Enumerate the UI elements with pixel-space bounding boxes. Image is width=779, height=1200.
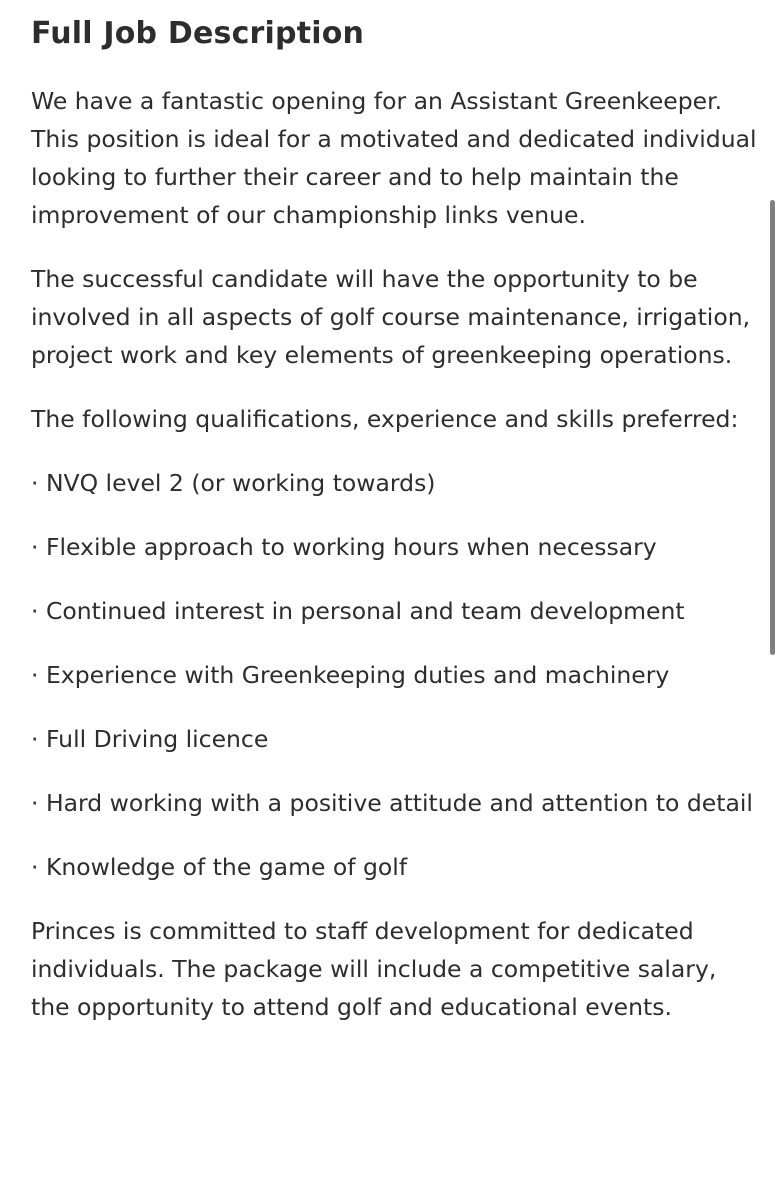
bullet-item: · Knowledge of the game of golf (31, 853, 408, 881)
section-title: Full Job Description (31, 16, 365, 51)
paragraph-qualifications-intro: The following qualifications, experience and skills preferred: (31, 405, 739, 433)
paragraph-closing: Princes is committed to staff development for dedicated individuals. The package will include a competitive salary, the opportunity to attend golf and educational events. (31, 917, 717, 1021)
bullet-item: · Hard working with a positive attitude and attention to detail (31, 789, 753, 817)
bullet-item: · Flexible approach to working hours when necessary (31, 533, 657, 561)
job-description-section (31, 14, 759, 1052)
bullet-item: · Continued interest in personal and team development (31, 597, 685, 625)
scrollbar-thumb[interactable] (770, 200, 775, 655)
paragraph-intro: We have a fantastic opening for an Assistant Greenkeeper. This position is ideal for a motivated and dedicated individual looking to further their career and to help maintain the improvement of our championship links venue. (31, 87, 757, 229)
bullet-item: · Full Driving licence (31, 725, 269, 753)
paragraph-responsibilities: The successful candidate will have the opportunity to be involved in all aspects of golf course maintenance, irrigation, project work and key elements of greenkeeping operations. (31, 265, 751, 369)
bullet-item: · NVQ level 2 (or working towards) (31, 469, 436, 497)
bullet-item: · Experience with Greenkeeping duties and machinery (31, 661, 670, 689)
scrollbar[interactable] (765, 0, 779, 1200)
